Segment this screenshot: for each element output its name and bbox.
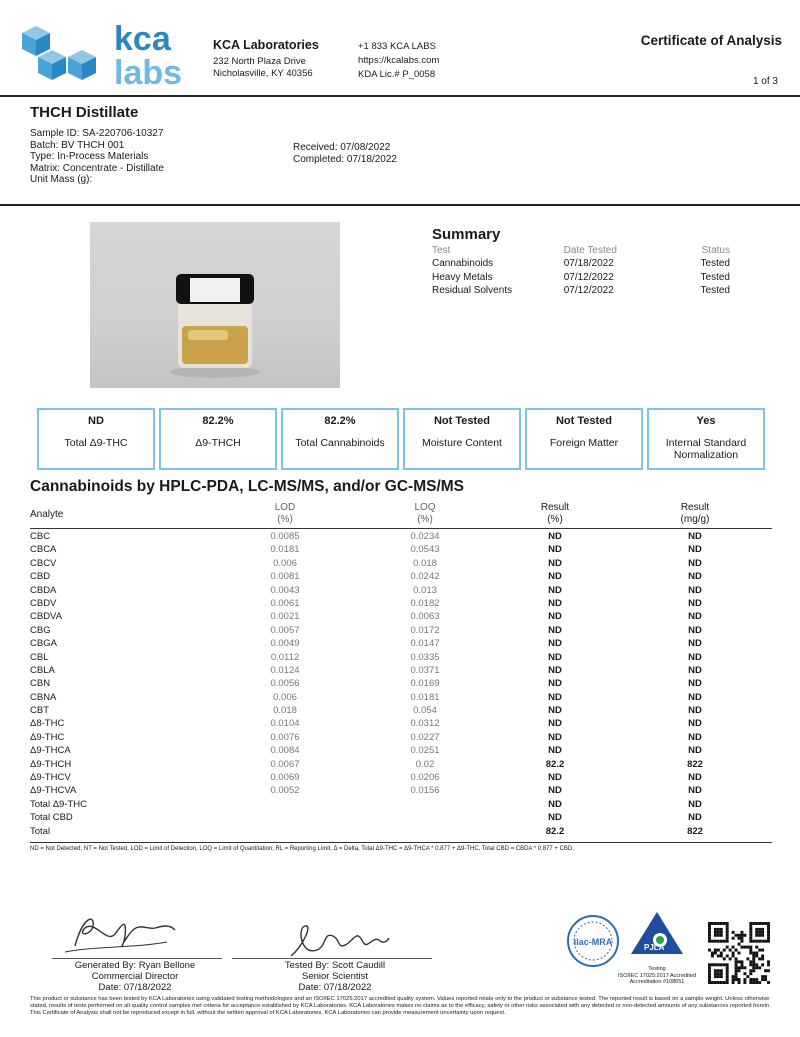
analyte-lod: 0.0043	[270, 584, 300, 596]
analyte-lod: 0.0049	[270, 638, 300, 650]
analyte-name: CBGA	[30, 638, 57, 650]
analyte-loq: 0.0156	[410, 785, 440, 797]
analyte-name: CBDA	[30, 584, 57, 596]
analyte-lod: 0.0112	[270, 651, 300, 663]
highlight-boxes	[37, 408, 765, 470]
analyte-result-pct: ND	[548, 624, 562, 636]
analyte-row	[30, 798, 772, 811]
analyte-result-mg: ND	[688, 571, 702, 583]
analyte-result-mg: ND	[688, 584, 702, 596]
analyte-row	[30, 624, 772, 637]
completed-date: Completed: 07/18/2022	[293, 153, 397, 165]
analyte-result-mg: ND	[688, 611, 702, 623]
signature-line-2	[232, 958, 432, 959]
lab-name-text: KCA Laboratories	[213, 38, 319, 52]
analyte-table-header	[30, 502, 772, 529]
analyte-result-mg: ND	[688, 785, 702, 797]
summary-col-date: Date Tested	[563, 245, 617, 256]
table-bottom-rule	[30, 842, 772, 843]
logo-labs-text: labs	[114, 54, 183, 90]
received-date: Received: 07/08/2022	[293, 142, 391, 153]
analyte-lod: 0.0085	[270, 531, 300, 542]
abbreviation-legend: ND = Not Detected, NT = Not Tested, LOD = Limit of Detection, LOQ = Limit of Quantitation, RL = Reporting Limit, Δ = Delta, Total Δ9-THC = Δ9-THCA * 0.877 + Δ9-THC, Total CBD = CBDA * 0.877 + CBD,	[30, 846, 574, 852]
lab-phone: +1 833 KCA LABS	[358, 41, 436, 52]
analyte-loq: 0.0335	[410, 651, 440, 663]
analyte-row	[30, 530, 772, 543]
analyte-name: CBN	[30, 678, 51, 690]
header-divider	[0, 95, 800, 97]
summary-date: 07/12/2022	[563, 285, 614, 297]
analyte-result-mg: ND	[688, 557, 702, 569]
analyte-loq: 0.0371	[410, 664, 440, 676]
analyte-name: CBD	[30, 571, 51, 583]
analyte-loq: 0.0182	[410, 597, 440, 609]
analyte-result-mg: 822	[687, 758, 703, 770]
analyte-result-pct: 82.2	[545, 758, 565, 770]
highlight-label: Foreign Matter	[549, 437, 619, 449]
summary-date: 07/18/2022	[563, 258, 614, 270]
ilac-mra-seal-icon	[566, 914, 620, 968]
highlight-label: Δ9-THCH	[195, 437, 241, 449]
summary-date: 07/12/2022	[563, 271, 614, 283]
product-title: THCH Distillate	[30, 104, 139, 121]
summary-row	[432, 284, 730, 298]
analyte-row	[30, 811, 772, 824]
highlight-value: ND	[88, 415, 104, 427]
analyte-result-pct: ND	[548, 638, 562, 650]
analyte-result-pct: ND	[548, 651, 562, 663]
summary-test: Cannabinoids	[432, 258, 494, 270]
pjla-text: PJLA	[644, 943, 665, 952]
analyte-lod: 0.0084	[270, 745, 300, 757]
lab-address-1: 232 North Plaza Drive	[213, 56, 306, 67]
iso-text: ISO/IEC 17025:2017 Accredited	[618, 972, 696, 979]
signature-ryan-bellone	[55, 906, 185, 958]
analyte-loq: 0.054	[413, 705, 437, 717]
analyte-lod: 0.006	[273, 557, 297, 569]
product-photo	[90, 222, 340, 388]
highlight-box	[281, 408, 399, 470]
analyte-result-mg: ND	[688, 678, 702, 690]
analyte-row	[30, 677, 772, 690]
summary-test: Residual Solvents	[432, 285, 513, 297]
analyte-name: CBC	[30, 531, 51, 542]
summary-title: Summary	[432, 226, 501, 243]
qr-code-icon[interactable]	[708, 922, 770, 984]
analyte-result-pct: ND	[548, 557, 562, 569]
analyte-result-pct: ND	[548, 664, 562, 676]
analyte-loq: 0.0234	[410, 531, 440, 542]
col-result-mg-unit: (mg/g)	[680, 514, 710, 525]
tested-by: Tested By: Scott Caudill	[284, 960, 386, 971]
analyte-result-mg: ND	[688, 812, 702, 824]
col-lod: LOD	[274, 502, 296, 513]
analyte-row	[30, 597, 772, 610]
analyte-result-pct: ND	[548, 798, 562, 810]
cannabinoids-title: Cannabinoids by HPLC-PDA, LC-MS/MS, and/or GC-MS/MS	[30, 478, 464, 495]
analyte-loq: 0.02	[415, 758, 435, 770]
sample-meta	[30, 128, 164, 186]
analyte-loq: 0.018	[413, 557, 437, 569]
analyte-result-mg: ND	[688, 731, 702, 743]
accreditation-number: Accreditation #108651	[629, 979, 685, 985]
analyte-name: CBG	[30, 624, 51, 636]
highlight-label: Total Δ9-THC	[64, 437, 128, 449]
analyte-row	[30, 637, 772, 650]
analyte-row	[30, 543, 772, 556]
analyte-result-mg: ND	[688, 531, 702, 542]
analyte-row	[30, 691, 772, 704]
analyte-lod: 0.0081	[270, 571, 300, 583]
sample-id: Sample ID: SA-220706-10327	[30, 128, 164, 139]
highlight-value: Yes	[696, 415, 716, 427]
analyte-loq: 0.0063	[410, 611, 440, 623]
highlight-value: 82.2%	[202, 415, 234, 427]
analyte-name: Δ9-THCVA	[30, 785, 77, 797]
col-analyte: Analyte	[30, 509, 64, 520]
analyte-lod: 0.0061	[270, 597, 300, 609]
tested-date: Date: 07/18/2022	[298, 982, 372, 993]
analyte-result-mg: ND	[688, 624, 702, 636]
unit-mass: Unit Mass (g):	[30, 174, 93, 185]
analyte-name: Δ9-THCH	[30, 758, 72, 770]
highlight-label: Moisture Content	[422, 437, 502, 449]
generated-by-block	[40, 960, 230, 993]
analyte-result-pct: ND	[548, 584, 562, 596]
lab-license: KDA Lic.# P_0058	[358, 69, 436, 80]
highlight-box	[525, 408, 643, 470]
analyte-name: CBDVA	[30, 611, 63, 623]
analyte-result-pct: ND	[548, 718, 562, 730]
highlight-label: Total Cannabinoids	[295, 437, 385, 449]
analyte-lod: 0.0124	[270, 664, 300, 676]
analyte-result-mg: ND	[688, 597, 702, 609]
analyte-loq: 0.0227	[410, 731, 440, 743]
summary-table	[432, 244, 730, 298]
pjla-logo-icon	[630, 910, 685, 958]
analyte-lod: 0.006	[273, 691, 297, 703]
document-title: Certificate of Analysis	[640, 33, 782, 48]
analyte-row	[30, 784, 772, 797]
tested-title: Senior Scientist	[301, 971, 368, 982]
analyte-row	[30, 731, 772, 744]
pjla-sub: Testing	[648, 966, 666, 972]
generated-title: Commercial Director	[91, 971, 179, 982]
lab-website[interactable]: https://kcalabs.com	[358, 55, 440, 66]
analyte-name: CBDV	[30, 597, 57, 609]
analyte-result-mg: ND	[688, 664, 702, 676]
analyte-loq: 0.0147	[410, 638, 440, 650]
analyte-name: Δ9-THCV	[30, 772, 71, 784]
summary-status: Tested	[700, 258, 730, 270]
analyte-row	[30, 557, 772, 570]
summary-status: Tested	[700, 271, 730, 283]
analyte-row	[30, 570, 772, 583]
analyte-loq: 0.013	[413, 584, 437, 596]
kca-labs-logo	[18, 20, 193, 90]
analyte-result-mg: 822	[687, 825, 703, 837]
analyte-name: CBLA	[30, 664, 55, 676]
logo-kca-text: kca	[114, 20, 171, 58]
analyte-loq: 0.0181	[410, 691, 440, 703]
summary-col-test: Test	[432, 245, 451, 256]
analyte-result-mg: ND	[688, 544, 702, 556]
analyte-result-mg: ND	[688, 718, 702, 730]
ilac-text: ilac-MRA	[573, 937, 613, 947]
col-loq-unit: (%)	[417, 514, 433, 525]
analyte-lod: 0.0181	[270, 544, 300, 556]
analyte-row	[30, 825, 772, 838]
analyte-lod: 0.0056	[270, 678, 300, 690]
analyte-name: CBNA	[30, 691, 57, 703]
analyte-name: CBL	[30, 651, 49, 663]
analyte-result-mg: ND	[688, 772, 702, 784]
analyte-result-pct: ND	[548, 731, 562, 743]
lab-contact	[358, 40, 439, 82]
analyte-result-mg: ND	[688, 691, 702, 703]
analyte-result-pct: ND	[548, 611, 562, 623]
analyte-loq: 0.0169	[410, 678, 440, 690]
analyte-result-pct: ND	[548, 772, 562, 784]
col-result-pct: Result	[540, 502, 570, 513]
analyte-result-pct: ND	[548, 812, 562, 824]
analyte-name: CBCV	[30, 557, 57, 569]
analyte-result-pct: ND	[548, 531, 562, 542]
analyte-row	[30, 744, 772, 757]
analyte-name: CBCA	[30, 544, 57, 556]
sample-type: Type: In-Process Materials	[30, 151, 149, 162]
analyte-result-pct: 82.2	[545, 825, 565, 837]
highlight-value: Not Tested	[433, 415, 491, 427]
analyte-result-mg: ND	[688, 705, 702, 717]
page-number: 1 of 3	[752, 76, 778, 87]
analyte-result-pct: ND	[548, 691, 562, 703]
col-loq: LOQ	[414, 502, 436, 513]
analyte-loq: 0.0206	[410, 772, 440, 784]
analyte-result-pct: ND	[548, 571, 562, 583]
generated-by: Generated By: Ryan Bellone	[74, 960, 196, 971]
analyte-result-pct: ND	[548, 597, 562, 609]
analyte-name: Total	[30, 825, 51, 837]
analyte-lod: 0.0076	[270, 731, 300, 743]
disclaimer: This product or substance has been tested by KCA Laboratories using validated testing methodologies and an ISO/IEC 17025:2017 accredited quality system. Values reported relate only to the product or substance tested. The reported result is based on a sample weight. Unless otherwise stated, results of tests performed on all quality control samples met criteria for acceptance established by KCA Laboratories. KCA Laboratories makes no claims as to the efficacy, safety or other risks associated with any detected or non-detected amounts of any substances reported herein. This Certificate of Analysis shall not be reproduced except in full, without the written approval of KCA Laboratories. KCA Laboratories can provide measurement uncertainty upon request.	[30, 996, 771, 1017]
analyte-loq: 0.0242	[410, 571, 440, 583]
analyte-result-pct: ND	[548, 705, 562, 717]
lab-name	[213, 38, 319, 79]
analyte-result-pct: ND	[548, 785, 562, 797]
generated-date: Date: 07/18/2022	[98, 982, 172, 993]
summary-test: Heavy Metals	[432, 271, 493, 283]
analyte-result-mg: ND	[688, 798, 702, 810]
cube-logo-icon	[22, 26, 96, 80]
signature-line-1	[52, 958, 222, 959]
analyte-result-pct: ND	[548, 678, 562, 690]
summary-row	[432, 271, 730, 285]
highlight-box	[403, 408, 521, 470]
analyte-loq: 0.0543	[410, 544, 440, 556]
analyte-name: CBT	[30, 705, 49, 717]
analyte-lod: 0.0057	[270, 624, 300, 636]
analyte-name: Total Δ9-THC	[30, 798, 88, 810]
analyte-lod: 0.0069	[270, 772, 300, 784]
analyte-row	[30, 717, 772, 730]
summary-col-status: Status	[701, 245, 730, 256]
analyte-lod: 0.018	[273, 705, 297, 717]
analyte-lod: 0.0067	[270, 758, 300, 770]
matrix: Matrix: Concentrate - Distillate	[30, 162, 164, 174]
analyte-table-body	[30, 530, 772, 838]
analyte-loq: 0.0251	[410, 745, 440, 757]
analyte-lod: 0.0021	[270, 611, 300, 623]
analyte-loq: 0.0312	[410, 718, 440, 730]
col-result-pct-unit: (%)	[547, 514, 563, 525]
analyte-name: Total CBD	[30, 812, 73, 824]
analyte-lod: 0.0104	[270, 718, 300, 730]
analyte-row	[30, 704, 772, 717]
analyte-result-mg: ND	[688, 651, 702, 663]
info-divider	[0, 204, 800, 206]
analyte-loq: 0.0172	[410, 624, 440, 636]
analyte-row	[30, 584, 772, 597]
analyte-name: Δ9-THCA	[30, 745, 71, 757]
analyte-result-pct: ND	[548, 544, 562, 556]
highlight-box	[159, 408, 277, 470]
analyte-row	[30, 664, 772, 677]
highlight-box	[647, 408, 765, 470]
analyte-row	[30, 610, 772, 623]
col-result-mg: Result	[680, 502, 710, 513]
col-lod-unit: (%)	[277, 514, 293, 525]
analyte-row	[30, 771, 772, 784]
batch: Batch: BV THCH 001	[30, 139, 125, 151]
lab-address-2: Nicholasville, KY 40356	[213, 68, 313, 79]
analyte-row	[30, 651, 772, 664]
highlight-value: Not Tested	[555, 415, 613, 427]
analyte-result-mg: ND	[688, 638, 702, 650]
highlight-box	[37, 408, 155, 470]
accreditation-text	[612, 966, 702, 986]
analyte-lod: 0.0052	[270, 785, 300, 797]
analyte-row	[30, 758, 772, 771]
analyte-result-mg: ND	[688, 745, 702, 757]
summary-status: Tested	[700, 285, 730, 297]
analyte-name: Δ9-THC	[30, 731, 65, 743]
tested-by-block	[240, 960, 430, 993]
analyte-name: Δ8-THC	[30, 718, 65, 730]
sample-dates	[293, 142, 397, 165]
highlight-label: Internal Standard Normalization	[665, 437, 747, 461]
highlight-value: 82.2%	[324, 415, 356, 427]
summary-row	[432, 257, 730, 271]
analyte-result-pct: ND	[548, 745, 562, 757]
